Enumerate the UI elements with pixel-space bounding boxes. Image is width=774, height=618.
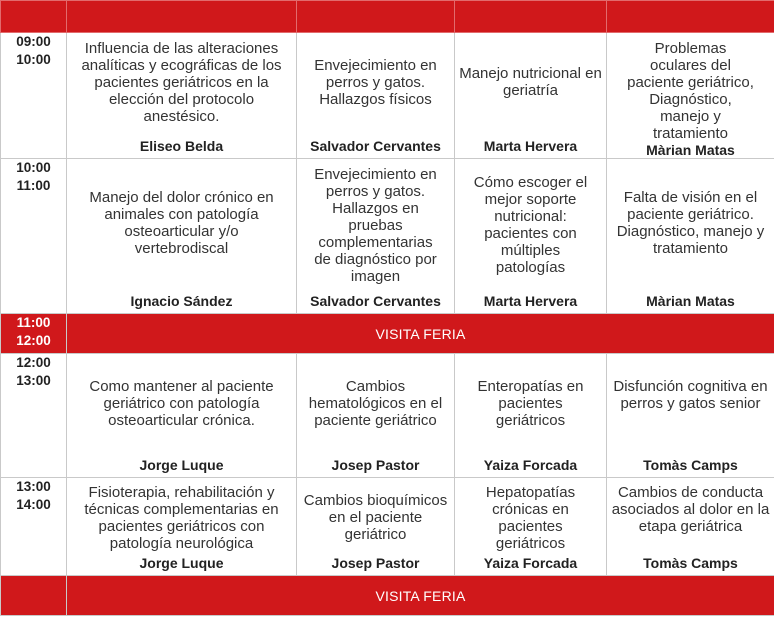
session-speaker: Salvador Cervantes — [310, 293, 441, 309]
start-time: 13:00 — [16, 479, 51, 494]
session-speaker: Jorge Luque — [139, 457, 224, 473]
header-cell — [1, 1, 67, 33]
session-speaker: Yaiza Forcada — [483, 555, 578, 571]
session-speaker: Josep Pastor — [331, 555, 420, 571]
session-speaker: Salvador Cervantes — [310, 138, 441, 154]
session-cell — [607, 354, 774, 478]
session-topic: Fisioterapia, rehabilitación y técnicas complementarias en pacientes geriátricos con patología neurológica — [84, 484, 279, 552]
session-cell — [297, 159, 455, 314]
session-cell — [67, 159, 297, 314]
break-row — [1, 314, 774, 354]
session-speaker: Marta Hervera — [483, 293, 578, 309]
time-slot — [1, 33, 67, 159]
header-cell — [67, 1, 297, 33]
session-cell — [67, 354, 297, 478]
session-speaker: Màrian Matas — [646, 142, 735, 158]
end-time: 12:00 — [16, 333, 51, 348]
session-speaker: Marta Hervera — [483, 138, 578, 154]
session-topic: Disfunción cognitiva en perros y gatos senior — [613, 378, 768, 412]
session-topic: Cambios bioquímicos en el paciente geriátrico — [303, 492, 448, 543]
time-slot — [1, 159, 67, 314]
schedule-row — [1, 354, 774, 478]
time-slot — [1, 354, 67, 478]
session-cell — [67, 33, 297, 159]
break-row — [1, 576, 774, 616]
session-topic: Hepatopatías crónicas en pacientes geriátricos — [485, 484, 576, 552]
schedule-row — [1, 478, 774, 576]
schedule-row — [1, 33, 774, 159]
break-label: VISITA FERIA — [67, 576, 774, 616]
session-speaker: Josep Pastor — [331, 457, 420, 473]
session-topic: Manejo nutricional en geriatría — [459, 65, 602, 99]
session-cell — [607, 478, 774, 576]
time-slot — [1, 478, 67, 576]
session-cell — [455, 159, 607, 314]
session-cell — [67, 478, 297, 576]
session-cell — [297, 33, 455, 159]
session-speaker: Ignacio Sández — [130, 293, 233, 309]
session-topic: Envejecimiento en perros y gatos. Hallazgos físicos — [314, 57, 437, 108]
end-time: 10:00 — [16, 52, 51, 67]
session-cell — [455, 478, 607, 576]
session-speaker: Màrian Matas — [646, 293, 735, 309]
header-cell — [297, 1, 455, 33]
start-time: 12:00 — [16, 355, 51, 370]
session-speaker: Yaiza Forcada — [483, 457, 578, 473]
time-slot — [1, 314, 67, 354]
start-time: 09:00 — [16, 34, 51, 49]
session-speaker: Eliseo Belda — [139, 138, 224, 154]
session-topic: Falta de visión en el paciente geriátrico. Diagnóstico, manejo y tratamiento — [616, 189, 765, 257]
session-speaker: Tomàs Camps — [643, 457, 738, 473]
session-speaker: Jorge Luque — [139, 555, 224, 571]
session-topic: Influencia de las alteraciones analíticas y ecográficas de los pacientes geriátricos en la elección del protocolo anestésico. — [81, 40, 282, 125]
end-time: 14:00 — [16, 497, 51, 512]
session-cell — [297, 478, 455, 576]
session-cell — [455, 354, 607, 478]
header-cell — [607, 1, 774, 33]
start-time: 10:00 — [16, 160, 51, 175]
session-cell — [297, 354, 455, 478]
session-topic: Cambios hematológicos en el paciente geriátrico — [308, 378, 443, 429]
header-row — [1, 1, 774, 33]
schedule-row — [1, 159, 774, 314]
session-topic: Cómo escoger el mejor soporte nutricional: pacientes con múltiples patologías — [473, 174, 588, 276]
session-topic: Enteropatías en pacientes geriátricos — [477, 378, 584, 429]
header-cell — [455, 1, 607, 33]
session-topic: Como mantener al paciente geriátrico con patología osteoarticular crónica. — [89, 378, 274, 429]
break-label: VISITA FERIA — [67, 314, 774, 354]
end-time: 13:00 — [16, 373, 51, 388]
session-cell — [607, 159, 774, 314]
end-time: 11:00 — [16, 178, 51, 193]
session-speaker: Tomàs Camps — [643, 555, 738, 571]
time-slot — [1, 576, 67, 616]
session-topic: Cambios de conducta asociados al dolor en la etapa geriátrica — [611, 484, 770, 535]
session-cell — [455, 33, 607, 159]
session-topic: Envejecimiento en perros y gatos. Hallazgos en pruebas complementarias de diagnóstico por imagen — [314, 166, 437, 285]
session-cell — [607, 33, 774, 159]
session-topic: Problemas oculares del paciente geriátrico, Diagnóstico, manejo y tratamiento — [627, 40, 754, 142]
session-topic: Manejo del dolor crónico en animales con patología osteoarticular y/o vertebrodiscal — [89, 189, 274, 257]
start-time: 11:00 — [16, 315, 51, 330]
